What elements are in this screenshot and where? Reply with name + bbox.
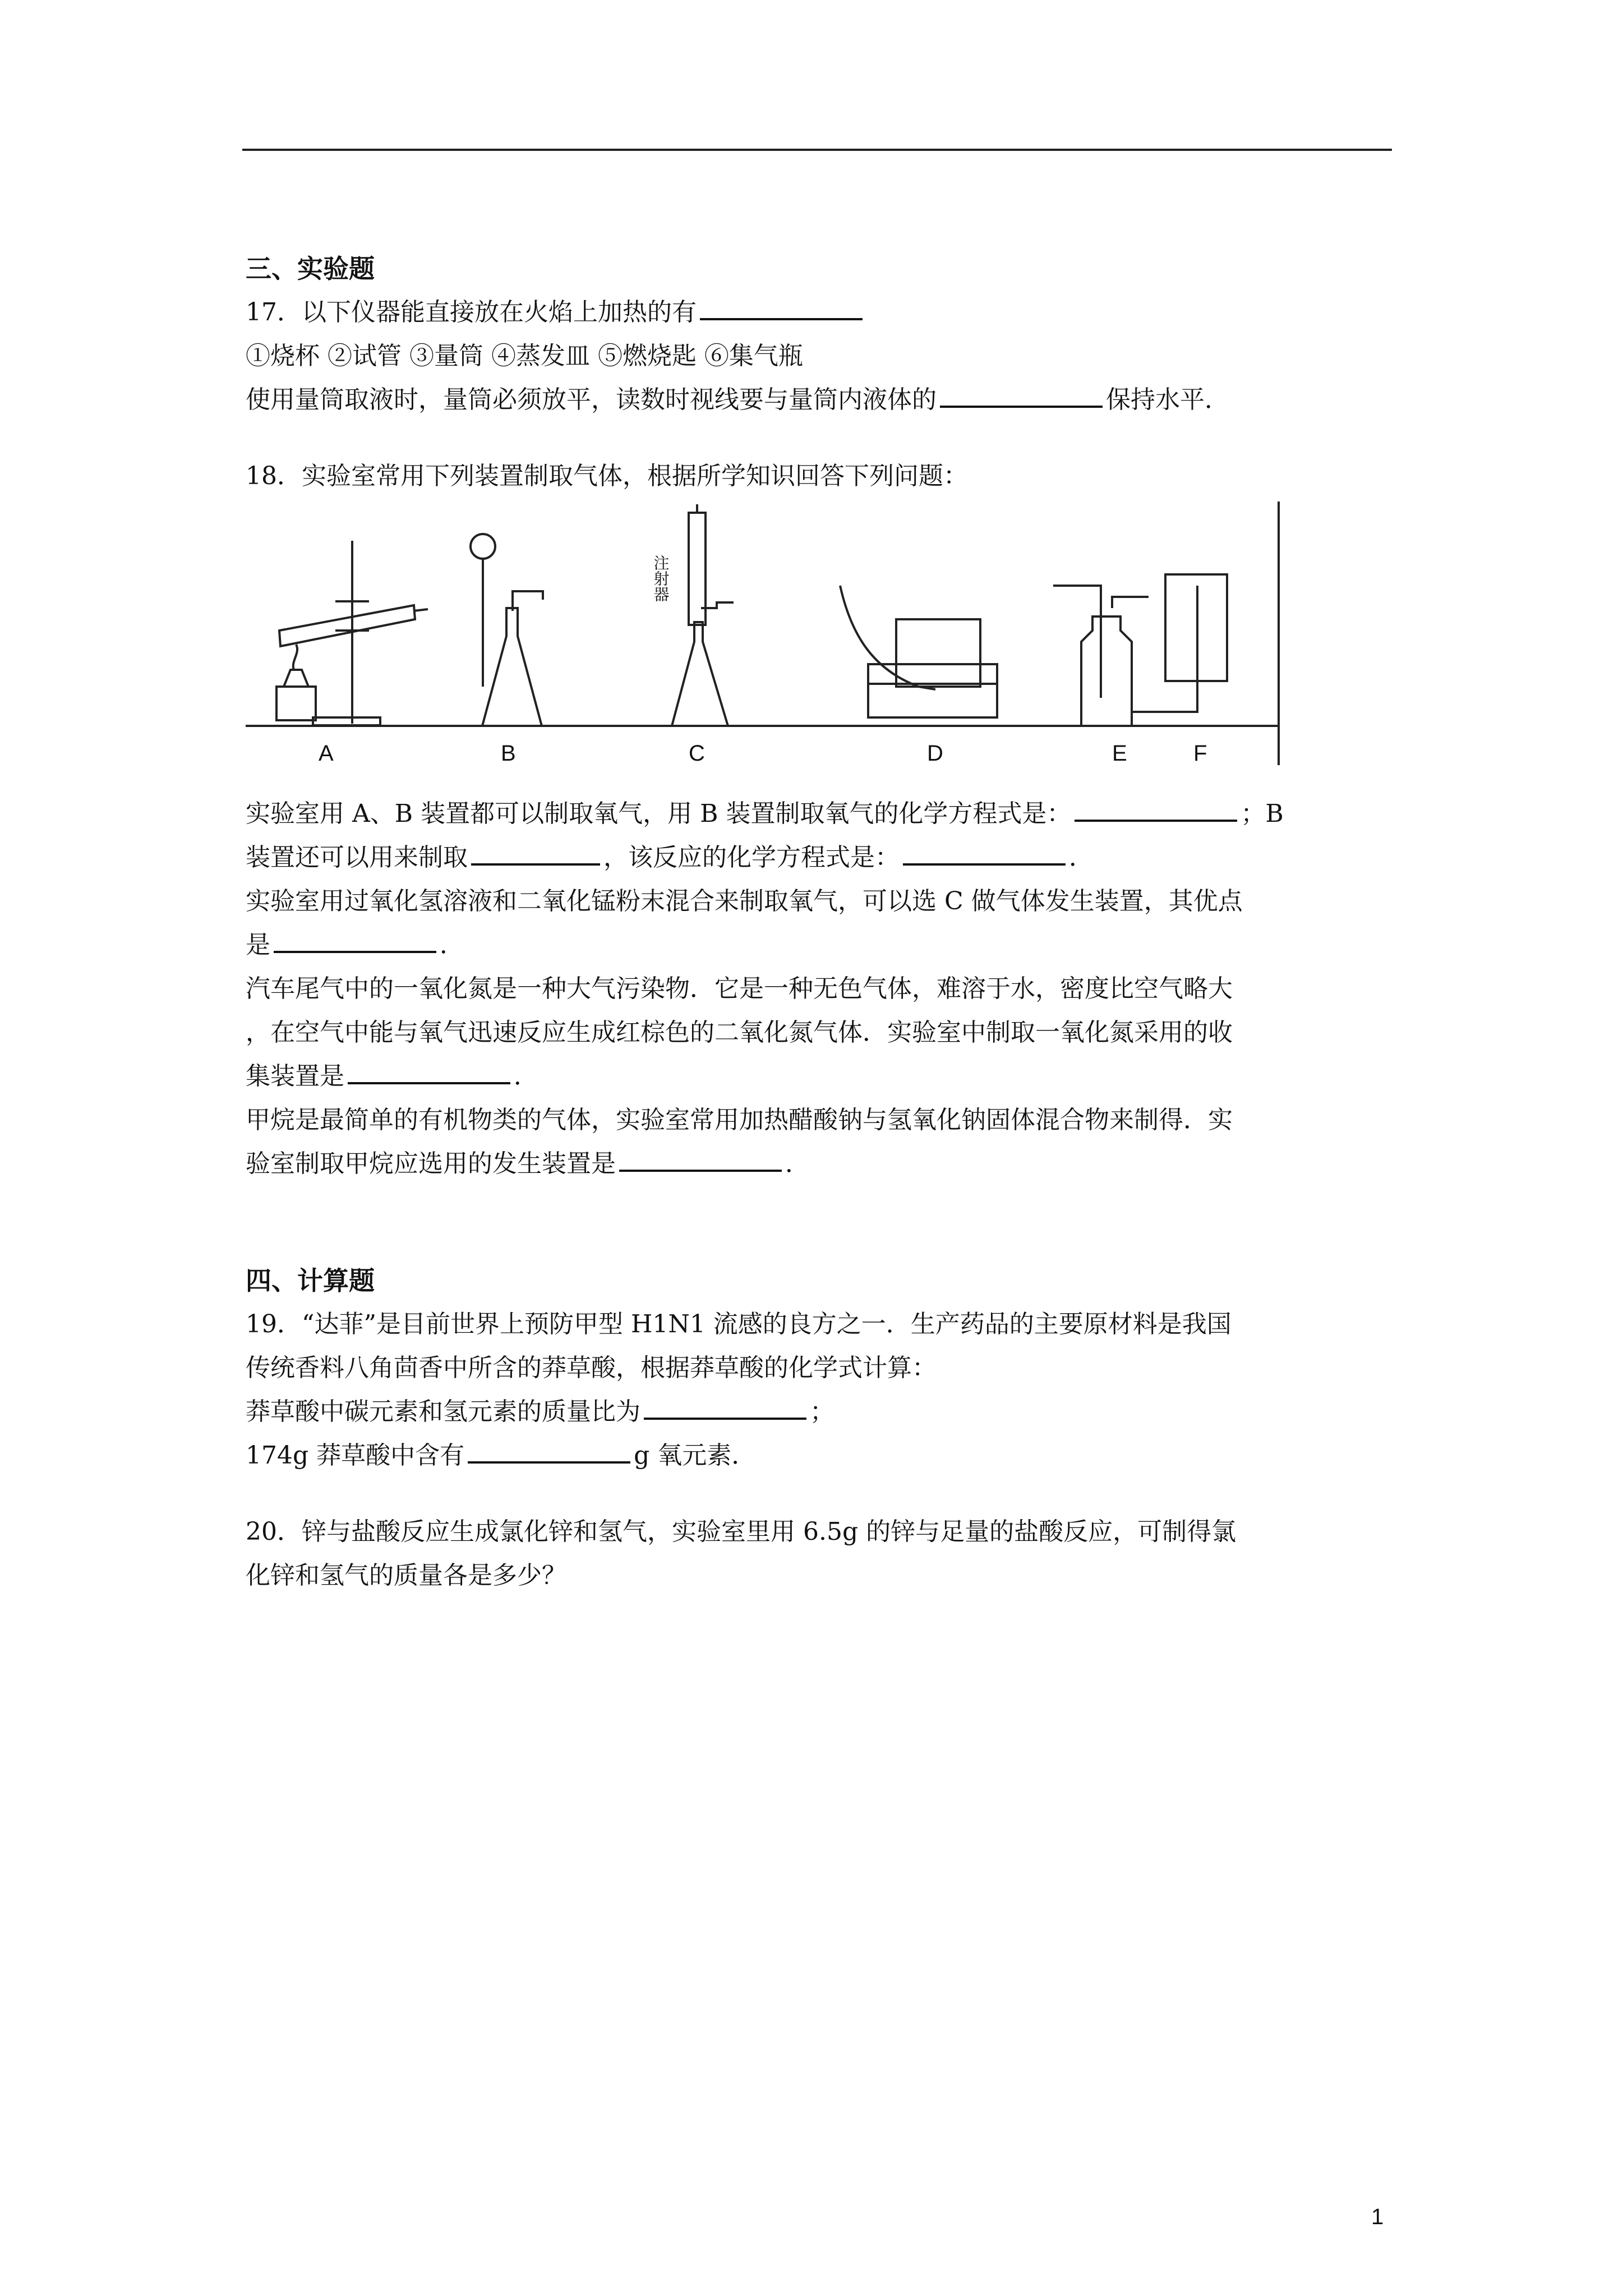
syringe-label: 注射器	[651, 555, 670, 602]
page-number: 1	[1371, 2205, 1384, 2229]
q19-line-3-text: 莽草酸中碳元素和氢元素的质量比为	[246, 1397, 640, 1426]
q18-line-2	[246, 836, 1395, 880]
spacer	[246, 1478, 1395, 1510]
q18-line-1-end: ；B	[1241, 799, 1284, 828]
q19-blank-oxygen-mass[interactable]	[468, 1437, 630, 1464]
label-d: D	[927, 741, 943, 765]
q18-line-1-text: 实验室用 A、B 装置都可以制取氧气，用 B 装置制取氧气的化学方程式是：	[246, 799, 1072, 828]
spacer	[246, 422, 1395, 454]
label-f: F	[1193, 741, 1207, 765]
q18-line-7-text: 集装置是	[246, 1062, 344, 1091]
q17-line-3-end: 保持水平．	[1106, 385, 1229, 414]
q18-line-6: ，在空气中能与氧气迅速反应生成红棕色的二氧化氮气体．实验室中制取一氧化氮采用的收	[246, 1018, 1233, 1047]
apparatus-d	[840, 586, 997, 717]
q19-line-3-end: ；	[810, 1397, 834, 1426]
q18-intro: 18．实验室常用下列装置制取气体，根据所学知识回答下列问题：	[246, 462, 968, 490]
q19-line-3	[246, 1390, 1395, 1434]
label-e: E	[1112, 741, 1127, 765]
q18-line-8: 甲烷是最简单的有机物类的气体，实验室常用加热醋酸钠与氢氧化钠固体混合物来制得．实	[246, 1106, 1233, 1134]
q17-line-3-text: 使用量筒取液时，量筒必须放平，读数时视线要与量筒内液体的	[246, 385, 937, 414]
q19-blank-mass-ratio[interactable]	[644, 1393, 806, 1420]
q18-blank-methane-device[interactable]	[619, 1145, 782, 1172]
q19-line-1: 19．“达菲”是目前世界上预防甲型 H1N1 流感的良方之一．生产药品的主要原材料是我国	[246, 1310, 1232, 1338]
spacer	[246, 1186, 1395, 1259]
q18-line-2-end: ．	[1069, 843, 1094, 872]
apparatus-diagram	[246, 501, 1280, 765]
q18-line-4-end: ．	[440, 931, 464, 959]
q18-line-4-text: 是	[246, 931, 270, 959]
q17-line-1	[246, 291, 1395, 334]
q18-line-9-end: ．	[785, 1149, 810, 1178]
q20-line-2: 化锌和氢气的质量各是多少？	[246, 1561, 566, 1590]
apparatus-b	[471, 534, 543, 726]
q19-line-4	[246, 1434, 1395, 1478]
q18-line-1	[246, 792, 1395, 836]
q18-line-2-mid: ，该反应的化学方程式是：	[603, 843, 900, 872]
header-rule	[242, 149, 1392, 151]
q17-answer-blank-2[interactable]	[940, 381, 1103, 408]
q19-line-4-text: 174g 莽草酸中含有	[246, 1441, 465, 1470]
q19-line-4-end: g 氧元素．	[634, 1441, 757, 1470]
label-c: C	[689, 741, 705, 765]
q17-prompt: 17．以下仪器能直接放在火焰上加热的有	[246, 298, 697, 326]
q17-answer-blank-1[interactable]	[700, 293, 863, 320]
apparatus-e	[1053, 586, 1149, 726]
q18-line-9	[246, 1142, 1395, 1186]
q18-line-5: 汽车尾气中的一氧化氮是一种大气污染物．它是一种无色气体，难溶于水，密度比空气略大	[246, 974, 1233, 1003]
section-3-heading: 三、实验题	[246, 254, 375, 284]
q18-line-4	[246, 923, 1395, 967]
section-4-heading: 四、计算题	[246, 1266, 375, 1296]
apparatus-c	[672, 504, 734, 726]
apparatus-figure	[246, 501, 1280, 765]
apparatus-a	[276, 541, 428, 725]
label-b: B	[501, 741, 516, 765]
q18-line-2-text: 装置还可以用来制取	[246, 843, 468, 872]
page-content	[246, 247, 1395, 1598]
q18-blank-other-equation[interactable]	[903, 839, 1066, 866]
label-a: A	[319, 741, 334, 765]
q18-blank-other-gas[interactable]	[471, 839, 600, 866]
q17-options: ①烧杯 ②试管 ③量筒 ④蒸发皿 ⑤燃烧匙 ⑥集气瓶	[246, 342, 803, 370]
q18-blank-equation-b[interactable]	[1075, 795, 1237, 822]
q18-line-7	[246, 1055, 1395, 1098]
q18-blank-advantage[interactable]	[274, 926, 436, 953]
q19-line-2: 传统香料八角茴香中所含的莽草酸，根据莽草酸的化学式计算：	[246, 1354, 937, 1382]
q18-line-9-text: 验室制取甲烷应选用的发生装置是	[246, 1149, 616, 1178]
q17-line-3	[246, 378, 1395, 422]
q18-line-7-end: ．	[514, 1062, 538, 1091]
q20-line-1: 20．锌与盐酸反应生成氯化锌和氢气，实验室里用 6.5g 的锌与足量的盐酸反应，可制得氯	[246, 1517, 1237, 1546]
apparatus-f	[1132, 574, 1227, 712]
q18-blank-collection[interactable]	[348, 1057, 510, 1084]
q18-line-3: 实验室用过氧化氢溶液和二氧化锰粉末混合来制取氧气，可以选 C 做气体发生装置，其优点	[246, 887, 1243, 915]
